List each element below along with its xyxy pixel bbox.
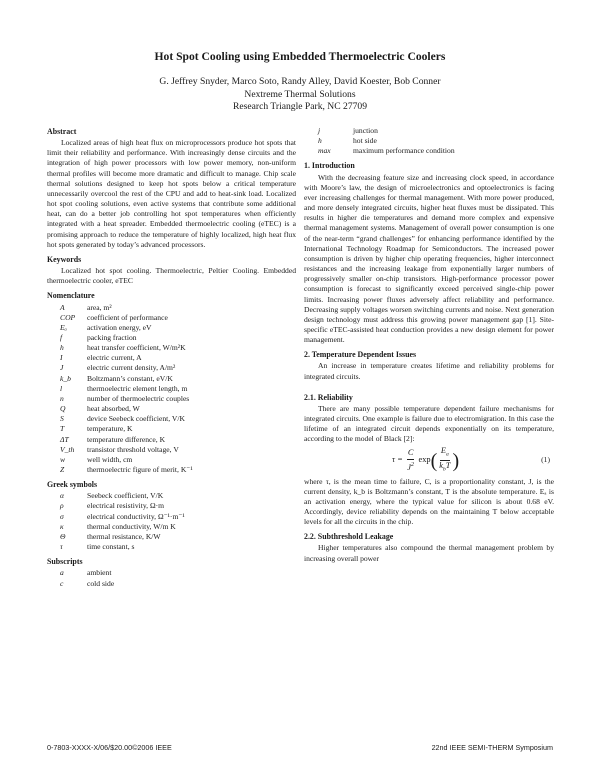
subscripts-table-continued <box>304 126 554 156</box>
greek-symbol: τ <box>60 542 63 552</box>
subscript-symbol: j <box>318 126 321 135</box>
subscript-symbol: h <box>318 136 322 146</box>
nomenclature-row <box>47 303 296 313</box>
subscript-description: ambient <box>87 568 112 578</box>
greek-description: Seebeck coefficient, V/K <box>87 491 164 501</box>
nomenclature-row <box>47 374 296 384</box>
nomenclature-row <box>47 414 296 424</box>
nomenclature-row <box>47 424 296 434</box>
nomenclature-row <box>47 445 296 455</box>
nomenclature-description: number of thermoelectric couples <box>87 393 190 403</box>
nomenclature-description: coefficient of performance <box>87 312 168 322</box>
nomenclature-description: well width, cm <box>87 454 133 464</box>
greek-table <box>47 491 296 552</box>
intro-text: With the decreasing feature size and increasing clock speed, in accordance with Moore’s law, the design of microelectronics and optoelectronics is facing ever increasing challenges for thermal management. With more power produced, and more densely integrated circuits, higher heat fluxes must be dissipated. This results in higher die temperatures and demand more complex and expensive thermal management systems. Management of overall power consumption is one of the near-term “grand challenges” for enhancing performance identified by the International Technology Roadmap for Semiconductors. The increased power consumption is driven by higher chip operating frequencies, higher interconnect resistances and the increasing leakage from exponentially larger numbers of progressively smaller on-chip transistors. High-performance processor power consumption is forecast to significantly exceed perceived single-chip power limits. Increasing power fluxes adversely affect reliability and performance. Decreasing supply voltages worsen switching currents and noise. Next generation design technology must address this growing power management gap [1]. Site-specific eTEC-assisted heat conduction provides a new design element for power management. <box>304 172 554 345</box>
subscripts-heading: Subscripts <box>47 557 83 567</box>
subscript-row <box>47 568 296 578</box>
nomenclature-symbol: T <box>60 424 65 434</box>
nomenclature-description: electric current density, A/m² <box>87 363 176 373</box>
address: Research Triangle Park, NC 27709 <box>232 101 368 112</box>
subscript-description: junction <box>353 126 378 135</box>
equation-1-number: (1) <box>541 455 550 465</box>
section22-heading: 2.2. Subthreshold Leakage <box>304 532 394 542</box>
nomenclature-row <box>47 455 296 465</box>
nomenclature-symbol: I <box>60 353 63 363</box>
nomenclature-symbol: h <box>60 343 64 353</box>
subscript-row <box>304 136 554 146</box>
subscript-symbol: a <box>60 568 64 578</box>
intro-heading: 1. Introduction <box>304 161 355 171</box>
greek-description: electrical conductivity, Ω⁻¹·m⁻¹ <box>87 511 185 521</box>
greek-symbol: σ <box>60 511 64 521</box>
greek-symbol: ρ <box>60 501 64 511</box>
subscript-symbol: max <box>318 146 331 156</box>
nomenclature-symbol: Z <box>60 465 65 474</box>
author-list: G. Jeffrey Snyder, Marco Soto, Randy Alley, David Koester, Bob Conner <box>159 76 441 87</box>
nomenclature-description: activation energy, eV <box>87 322 152 332</box>
greek-description: thermal conductivity, W/m K <box>87 521 176 531</box>
nomenclature-symbol: V_th <box>60 444 75 454</box>
nomenclature-symbol: f <box>60 332 63 342</box>
greek-heading: Greek symbols <box>47 480 98 490</box>
nomenclature-description: thermoelectric element length, m <box>87 383 188 393</box>
equation-1-formula: τ = $\frac{C}{J^2}$ exp ( $\frac{E_a}{k_bT}$ ) <box>392 446 460 473</box>
section2-text: An increase in temperature creates lifetime and reliability problems for integrated circuits. <box>304 361 554 381</box>
nomenclature-row <box>47 323 296 333</box>
subscript-row <box>304 146 554 156</box>
nomenclature-symbol: l <box>60 383 63 393</box>
nomenclature-row <box>47 333 296 343</box>
nomenclature-row <box>47 343 296 353</box>
nomenclature-symbol: S <box>60 414 64 424</box>
nomenclature-row <box>47 313 296 323</box>
nomenclature-row <box>47 384 296 394</box>
nomenclature-symbol: J <box>60 363 64 373</box>
subscript-row <box>304 126 554 136</box>
nomenclature-description: packing fraction <box>87 332 137 342</box>
nomenclature-row <box>47 394 296 404</box>
nomenclature-symbol: ΔT <box>60 434 69 444</box>
nomenclature-symbol: k_b <box>60 373 71 383</box>
greek-symbol: Θ <box>60 531 66 541</box>
nomenclature-table <box>47 303 296 476</box>
greek-symbol: κ <box>60 521 64 531</box>
nomenclature-description: heat absorbed, W <box>87 404 140 414</box>
subscript-symbol: c <box>60 578 64 588</box>
nomenclature-symbol: Eₐ <box>60 322 67 332</box>
nomenclature-symbol: Q <box>60 404 66 414</box>
greek-description: electrical resistivity, Ω·m <box>87 501 165 511</box>
subscript-description: maximum performance condition <box>353 146 455 156</box>
nomenclature-description: temperature, K <box>87 424 133 434</box>
section2-heading: 2. Temperature Dependent Issues <box>304 350 417 360</box>
subscript-description: hot side <box>353 136 377 146</box>
nomenclature-heading: Nomenclature <box>47 291 95 301</box>
abstract-text: Localized areas of high heat flux on microprocessors produce hot spots that limit their reliability and performance. With increasingly dense circuits and the integration of high power processors with low power memory, non-uniform thermal profiles will become more dramatic and difficult to manage. Chip scale thermal solutions designed to keep hot spots below a critical temperature unnecessarily overcool the rest of the CPU and add to heat-sink load. Localized hot spot cooling solutions, even active systems that contribute some additional heat, can do a better job controlling hot spot temperatures when efficiently integrated with a heat spreader. Embedded thermoelectric cooling (eTEC) is a promising approach to reduce the temperature of highly localized, high heat flux hot spots generated by today’s advanced processors. <box>47 138 296 249</box>
nomenclature-description: area, m² <box>87 302 112 312</box>
abstract-heading: Abstract <box>47 127 77 136</box>
subscripts-table <box>47 568 296 588</box>
nomenclature-row <box>47 363 296 373</box>
footer-copyright: 0-7803-XXXX-X/06/$20.00©2006 IEEE <box>47 743 172 752</box>
nomenclature-description: temperature difference, K <box>87 434 166 444</box>
greek-description: time constant, s <box>87 542 135 552</box>
greek-row <box>47 542 296 552</box>
greek-row <box>47 532 296 542</box>
nomenclature-description: device Seebeck coefficient, V/K <box>87 414 185 424</box>
subscript-description: cold side <box>87 578 115 588</box>
nomenclature-symbol: COP <box>60 312 76 322</box>
greek-row <box>47 501 296 511</box>
footer-symposium: 22nd IEEE SEMI-THERM Symposium <box>431 743 553 752</box>
nomenclature-row <box>47 353 296 363</box>
keywords-text: Localized hot spot cooling. Thermoelectric, Peltier Cooling. Embedded thermoelectric cooler, eTEC <box>47 266 296 286</box>
greek-symbol: α <box>60 491 64 501</box>
left-column <box>47 127 296 589</box>
nomenclature-description: electric current, A <box>87 353 142 363</box>
paper-title: Hot Spot Cooling using Embedded Thermoelectric Coolers <box>154 50 446 63</box>
nomenclature-row <box>47 404 296 414</box>
right-column <box>304 126 554 564</box>
greek-row <box>47 522 296 532</box>
nomenclature-symbol: A <box>60 302 65 312</box>
greek-row <box>47 491 296 501</box>
section22-text: Higher temperatures also compound the thermal management problem by increasing overall power <box>304 543 554 563</box>
nomenclature-row <box>47 465 296 475</box>
section21-text: There are many possible temperature dependent failure mechanisms for integrated circuits. One example is failure due to electromigration. In this case the lifetime of an integrated circuit depends exponentially on its temperature, according to the model of Black [2]: <box>304 403 554 444</box>
section21-after-text: where τ, is the mean time to failure, C, is a proportionality constant, J, is the current density, k_b is Boltzmann’s constant, T is the absolute temperature. Eₐ is an activation energy, where the typical value for silicon is about 0.68 eV. Accordingly, device reliability depends on the maintaining T below acceptable levels for all the circuits in the chip. <box>304 476 554 527</box>
affiliation: Nextreme Thermal Solutions <box>244 89 356 100</box>
nomenclature-description: thermoelectric figure of merit, K⁻¹ <box>87 465 193 474</box>
greek-description: thermal resistance, K/W <box>87 531 161 541</box>
subscript-row <box>47 579 296 589</box>
nomenclature-symbol: n <box>60 393 64 403</box>
nomenclature-description: Boltzmann’s constant, eV/K <box>87 373 173 383</box>
nomenclature-description: transistor threshold voltage, V <box>87 444 179 454</box>
nomenclature-row <box>47 435 296 445</box>
equation-1 <box>304 447 554 475</box>
greek-row <box>47 512 296 522</box>
nomenclature-symbol: w <box>60 454 66 464</box>
keywords-heading: Keywords <box>47 254 82 264</box>
section21-heading: 2.1. Reliability <box>304 392 353 402</box>
nomenclature-description: heat transfer coefficient, W/m²K <box>87 343 186 353</box>
